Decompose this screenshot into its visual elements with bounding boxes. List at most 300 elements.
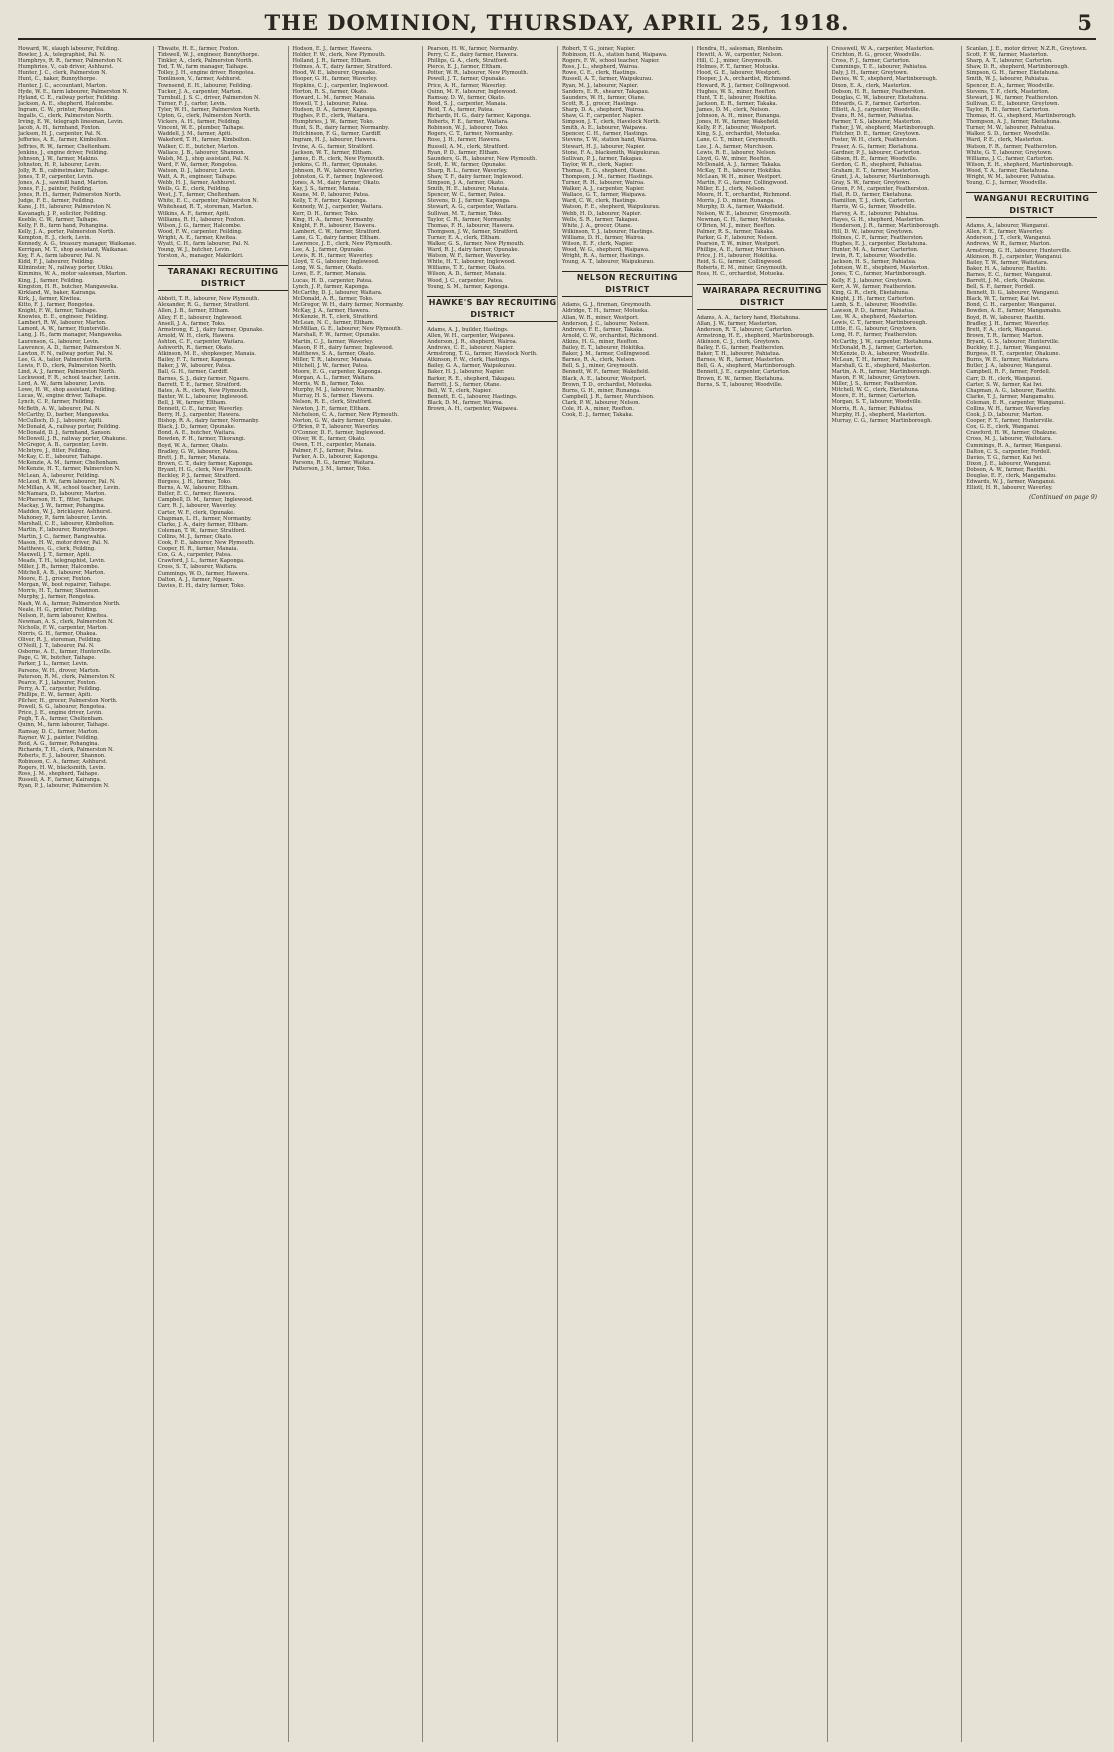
roll-entry: Atkinson, R. J., carpenter, Wanganui. bbox=[966, 253, 1063, 260]
roll-entry: Lambert, R. W., labourer, Marton. bbox=[18, 320, 107, 327]
roll-entry: Kirkland, W., baker, Kairanga. bbox=[18, 289, 97, 296]
roll-entry: Perry, C. E., dairy farmer, Hawera. bbox=[427, 52, 519, 59]
roll-entry: McKay, C. E., labourer, Taihape. bbox=[18, 454, 103, 461]
roll-entry: McPherson, H. T., fitter, Taihape. bbox=[18, 496, 105, 503]
roll-entry: Reed, S. J., carpenter, Manaia. bbox=[427, 100, 508, 107]
roll-entry: Davies, T. G., farmer, Kai Iwi. bbox=[966, 454, 1043, 461]
roll-entry: Cummings, W. D., farmer, Hawera. bbox=[157, 570, 249, 577]
roll-entry: Lamb, S. E., labourer, Woodville. bbox=[831, 301, 918, 308]
roll-entry: Meads, T. H., telegraphist, Levin. bbox=[18, 557, 106, 564]
roll-entry: Grant, J. A., labourer, Martinborough. bbox=[831, 173, 931, 180]
roll-entry: Clark, P. W., labourer, Nelson. bbox=[562, 399, 641, 406]
district-heading: HAWKE'S BAY RECRUITING DISTRICT bbox=[427, 296, 558, 322]
roll-entry: Bell, J. W., farmer, Eltham. bbox=[157, 399, 227, 406]
roll-entry: Irvine, A. G., farmer, Stratford. bbox=[292, 143, 374, 150]
roll-entry: Baker, J. W., labourer, Patea. bbox=[157, 363, 232, 370]
roll-entry: Black, J. D., farmer, Opunake. bbox=[157, 424, 236, 431]
roll-entry: Upton, G., clerk, Palmerston North. bbox=[157, 113, 252, 120]
roll-entry: Wright, A. E., farmer, Kiwitea. bbox=[157, 234, 238, 241]
roll-entry: Walker, A. J., carpenter, Napier. bbox=[562, 186, 645, 193]
roll-entry: Armstrong, H. E., shepherd, Martinborough. bbox=[696, 332, 815, 339]
roll-entry: Jones, T. P., carpenter, Levin. bbox=[18, 173, 94, 180]
roll-entry: Jones, R. H., farmer, Palmerston North. bbox=[18, 192, 122, 199]
roll-entry: Potter, W. R., labourer, New Plymouth. bbox=[427, 70, 529, 77]
roll-entry: Edwards, W. J., farmer, Wanganui. bbox=[966, 479, 1056, 486]
roll-entry: Hunter, J. C., clerk, Palmerston N. bbox=[18, 70, 108, 77]
masthead-title: THE DOMINION, THURSDAY, APRIL 25, 1918. bbox=[264, 10, 850, 35]
roll-entry: Newton, J. F., farmer, Eltham. bbox=[292, 405, 371, 412]
roll-entry: Arnold, W. H., clerk, Hawera. bbox=[157, 332, 235, 339]
roll-entry: McDonald, R. J., farmer, Carterton. bbox=[831, 344, 924, 351]
roll-entry: Ramsay, D. C., farmer, Marton. bbox=[18, 728, 100, 735]
roll-entry: Elliott, A. J., carpenter, Woodville. bbox=[831, 106, 921, 113]
roll-entry: Moore, E. G., carpenter, Kaponga. bbox=[292, 368, 383, 375]
roll-entry: Matthews, S. A., farmer, Okato. bbox=[292, 350, 376, 357]
roll-entry: Howard, R. J., farmer, Collingwood. bbox=[696, 82, 790, 89]
roll-entry: Lucas, W., engine driver, Taihape. bbox=[18, 393, 107, 400]
roll-entry: Kelly, P. F., labourer, Westport. bbox=[696, 125, 777, 132]
roll-entry: Barrett, J. S., farmer, Otane. bbox=[427, 381, 502, 388]
roll-entry: Davies, W. T., shepherd, Martinborough. bbox=[831, 76, 938, 83]
roll-entry: Price, J. E., engine driver, Levin. bbox=[18, 710, 103, 717]
roll-entry: Carter, S. W., farmer, Kai Iwi. bbox=[966, 381, 1043, 388]
roll-entry: Laurenson, G., labourer, Levin. bbox=[18, 338, 100, 345]
roll-entry: Hooper, G. H., farmer, Waverley. bbox=[292, 76, 378, 83]
roll-entry: McGregor, W. H., dairy farmer, Normanby. bbox=[292, 301, 404, 308]
roll-entry: Hooper, J. A., orchardist, Richmond. bbox=[696, 76, 792, 83]
roll-entry: Ross, J. L., shepherd, Wairoa. bbox=[562, 64, 639, 71]
roll-entry: Spencer, C. H., farmer, Hastings. bbox=[562, 131, 649, 138]
roll-entry: Rowe, C. E., clerk, Hastings. bbox=[562, 70, 638, 77]
roll-entry: Oliver, W. E., farmer, Okato. bbox=[292, 436, 366, 442]
roll-entry: Stewart, J. W., farmer, Featherston. bbox=[966, 94, 1059, 101]
roll-entry: Ashworth, R., farmer, Okato. bbox=[157, 345, 234, 352]
roll-entry: Ingram, C. W., printer, Rongotea. bbox=[18, 106, 105, 113]
roll-entry: Rogers, F. W., school teacher, Napier. bbox=[562, 58, 660, 65]
roll-entry: Lord, A. W., farm labourer, Levin. bbox=[18, 381, 106, 388]
roll-entry: Spencer, W. C., farmer, Patea. bbox=[427, 192, 506, 199]
roll-entry: Bennett, J. E., carpenter, Carterton. bbox=[696, 369, 791, 376]
roll-entry: Armstrong, E. J., dairy farmer, Opunake. bbox=[157, 326, 264, 333]
roll-entry: Bell, S. F., farmer, Fordell. bbox=[966, 284, 1036, 291]
roll-entry: Barnes, E. C., farmer, Wanganui. bbox=[966, 271, 1053, 278]
roll-entry: Jackson, E. R., farmer, Takaka. bbox=[696, 100, 778, 107]
roll-entry: Atkinson, C. J., clerk, Greytown. bbox=[696, 338, 781, 345]
roll-entry: Ryan, M. J., labourer, Napier. bbox=[562, 82, 639, 89]
roll-entry: Irving, E. W., telegraph linesman, Levin. bbox=[18, 119, 124, 126]
roll-entry: Alley, F. E., labourer, Inglewood. bbox=[157, 314, 243, 321]
roll-entry: Vincent, W. E., plumber, Taihape. bbox=[157, 125, 245, 132]
roll-entry: Dixon, E. A., clerk, Masterton. bbox=[831, 82, 912, 89]
page-number: 5 bbox=[1077, 10, 1092, 35]
roll-entry: Kennedy, W. J., carpenter, Waitara. bbox=[292, 204, 383, 211]
district-heading: NELSON RECRUITING DISTRICT bbox=[562, 271, 693, 297]
roll-entry: Jackson, A. E., shepherd, Halcombe. bbox=[18, 100, 114, 107]
roll-entry: Henderson, J. R., farmer, Martinborough. bbox=[831, 222, 940, 229]
roll-entry: Humphries, J. W., farmer, Toko. bbox=[292, 119, 375, 126]
roll-entry: Taylor, R. H., farmer, Carterton. bbox=[966, 106, 1051, 113]
roll-entry: Collins, W. H., farmer, Waverley. bbox=[966, 405, 1051, 412]
roll-entry: Lawton, F. N., railway porter, Pal. N. bbox=[18, 350, 114, 357]
roll-entry: Marshall, F. W., farmer, Opunake. bbox=[292, 332, 381, 339]
roll-entry: Brett, J. R., farmer, Manaia. bbox=[157, 454, 231, 461]
roll-entry: Crichton, R. G., grocer, Woodville. bbox=[831, 52, 922, 59]
roll-entry: Paterson, R. M., clerk, Palmerston N. bbox=[18, 673, 116, 680]
roll-entry: Cook, E. J., farmer, Takaka. bbox=[562, 412, 634, 419]
roll-entry: Brown, A. H., carpenter, Waipawa. bbox=[427, 405, 519, 412]
roll-entry: Humphries, V., cab driver, Ashhurst. bbox=[18, 64, 114, 71]
roll-entry: Bailey, E. T., labourer, Hokitika. bbox=[562, 345, 645, 352]
roll-entry: Palmer, R. S., farmer, Takaka. bbox=[696, 228, 775, 235]
roll-entry: Thomas, F. H., labourer, Hawera. bbox=[427, 222, 515, 229]
roll-entry: Ryan, P. J., labourer, Palmerston N. bbox=[18, 783, 110, 790]
roll-entry: Allen, J. B., farmer, Eltham. bbox=[157, 308, 230, 315]
roll-entry: Walsh, M. J., shop assistant, Pal. N. bbox=[157, 155, 250, 162]
roll-entry: Sullivan, M. T., farmer, Toko. bbox=[427, 210, 503, 217]
roll-entry: Phillips, A. E., farmer, Murchison. bbox=[696, 247, 786, 254]
roll-entry: Richards, T. H., clerk, Palmerston N. bbox=[18, 746, 114, 753]
roll-entry: Hill, D. W., labourer, Greytown. bbox=[831, 228, 914, 235]
roll-entry: Stone, F. A., blacksmith, Waipukurau. bbox=[562, 149, 661, 156]
roll-entry: Key, F. A., farm labourer, Pal. N. bbox=[18, 253, 102, 260]
roll-entry: Black, W. T., farmer, Kai Iwi. bbox=[966, 296, 1041, 303]
roll-entry: King, G. R., clerk, Eketahuna. bbox=[831, 289, 910, 296]
roll-entry: Watson, F. R., farmer, Featherston. bbox=[966, 143, 1058, 150]
roll-entry: Judge, F. E., farmer, Feilding. bbox=[18, 198, 95, 205]
roll-entry: Kerrigan, M. T., shop assistant, Waikanae. bbox=[18, 247, 129, 254]
roll-entry: Morgan, A. L., farmer, Waitara. bbox=[292, 375, 375, 382]
roll-entry: Turner, R. H., labourer, Wairoa. bbox=[562, 180, 645, 187]
masthead bbox=[18, 8, 1096, 40]
roll-entry: Foster, W. H., clerk, Featherston. bbox=[831, 137, 919, 144]
roll-entry: Wilson, A. D., farmer, Manaia. bbox=[427, 271, 507, 278]
roll-entry: Martin, J. C., farmer, Rangiwahia. bbox=[18, 533, 107, 540]
roll-entry: Cross, M. J., labourer, Waitotara. bbox=[966, 436, 1053, 443]
roll-entry: Ward, P. E., clerk, Masterton. bbox=[966, 137, 1044, 144]
roll-entry: Kempton, E. J., clerk, Levin. bbox=[18, 234, 92, 241]
roll-entry: Wallace, G. T., farmer, Waipawa. bbox=[562, 192, 647, 199]
roll-entry: Thwaite, H. E., farmer, Foxton. bbox=[157, 46, 240, 52]
roll-entry: Taylor, C. R., farmer, Normanby. bbox=[427, 216, 512, 223]
roll-entry: Farmer, T. S., labourer, Masterton. bbox=[831, 119, 923, 126]
roll-entry: Bond, C. H., carpenter, Wanganui. bbox=[966, 302, 1056, 309]
roll-entry: Daly, J. H., farmer, Greytown. bbox=[831, 70, 909, 77]
newspaper-column bbox=[557, 46, 693, 1742]
roll-entry: Hutchinson, F. G., farmer, Cardiff. bbox=[292, 131, 382, 138]
roll-entry: Hewitt, A. W., carpenter, Nelson. bbox=[696, 52, 783, 59]
roll-entry: Pearson, H. W., farmer, Normanby. bbox=[427, 46, 519, 52]
roll-entry: Price, A. H., farmer, Waverley. bbox=[427, 82, 507, 89]
roll-entry: Wilson, E. H., shepherd, Martinborough. bbox=[966, 161, 1074, 168]
roll-entry: Johnson, A. H., miner, Runanga. bbox=[696, 113, 781, 120]
roll-entry: Matthews, G., clerk, Feilding. bbox=[18, 545, 96, 552]
roll-entry: Burns, W. E., farmer, Waitotara. bbox=[966, 357, 1050, 364]
roll-entry: Kingston, H. R., butcher, Mangaweka. bbox=[18, 283, 119, 290]
roll-entry: Cummings, R. A., farmer, Wanganui. bbox=[966, 442, 1062, 449]
roll-entry: Bradley, J. H., farmer, Waverley. bbox=[966, 320, 1050, 327]
roll-entry: White, H. T., labourer, Inglewood. bbox=[427, 259, 516, 266]
roll-entry: Hudson, D. A., farmer, Kaponga. bbox=[292, 106, 378, 113]
roll-entry: O'Neill, J. T., labourer, Pal. N. bbox=[18, 643, 95, 650]
roll-entry: Nicholson, C. A., farmer, New Plymouth. bbox=[292, 411, 399, 418]
roll-entry: Miller, J. R., farmer, Halcombe. bbox=[18, 563, 100, 570]
roll-entry: Roberts, F. E., farmer, Waitara. bbox=[427, 119, 509, 126]
roll-entry: Robinson, W. J., labourer, Toko. bbox=[427, 125, 509, 132]
roll-entry: Turner, M. W., labourer, Pahiatua. bbox=[966, 125, 1056, 132]
roll-entry: Bryant, G. S., labourer, Hunterville. bbox=[966, 338, 1060, 345]
roll-entry: Spencer, E. A., farmer, Woodville. bbox=[966, 82, 1055, 89]
roll-entry: Mitchell, A. B., labourer, Marton. bbox=[18, 570, 106, 577]
roll-entry: Tucker, J. A., carpenter, Marton. bbox=[157, 88, 243, 95]
roll-entry: Wells, S. R., farmer, Takapau. bbox=[562, 216, 640, 223]
roll-entry: Alexander, R. G., farmer, Stratford. bbox=[157, 302, 250, 309]
roll-entry: Hood, W. E., labourer, Opunake. bbox=[292, 70, 377, 77]
roll-entry: Lane, G. T., dairy farmer, Eltham. bbox=[292, 234, 380, 241]
roll-entry: Perry, A. T., carpenter, Feilding. bbox=[18, 685, 102, 692]
roll-entry: Adams, G. J., fireman, Greymouth. bbox=[562, 302, 652, 309]
roll-entry: McKenzie, R. T., clerk, Stratford. bbox=[292, 314, 379, 321]
roll-entry: Marshall, G. E., shepherd, Masterton. bbox=[831, 362, 931, 369]
roll-entry: Armstrong, G. H., labourer, Hunterville. bbox=[966, 247, 1072, 254]
roll-entry: Howard, W., slaugh labourer, Feilding. bbox=[18, 46, 120, 52]
roll-entry: Tyler, W. H., farmer, Palmerston North. bbox=[157, 106, 261, 113]
roll-entry: Newman, A. S., clerk, Palmerston N. bbox=[18, 618, 114, 625]
roll-entry: Barker, R. E., shepherd, Takapau. bbox=[427, 375, 516, 382]
roll-entry: White, G. T., labourer, Greytown. bbox=[966, 149, 1053, 156]
roll-entry: Knight, F. W., farmer, Taihape. bbox=[18, 308, 98, 315]
roll-entry: Bryant, H. G., clerk, New Plymouth. bbox=[157, 466, 253, 473]
roll-entry: Cooper, H. R., farmer, Manaia. bbox=[157, 546, 239, 553]
roll-entry: Watt, A. R., engineer, Taihape. bbox=[157, 173, 238, 180]
roll-entry: Miller, T. R., labourer, Manaia. bbox=[292, 356, 373, 363]
roll-entry: Thompson, A. J., farmer, Eketahuna. bbox=[966, 119, 1062, 126]
roll-entry: Williams, J. C., farmer, Carterton. bbox=[966, 155, 1054, 162]
roll-entry: Boyd, W. A., farmer, Okato. bbox=[157, 442, 229, 449]
roll-entry: McDowell, J. R., railway porter, Ohakune. bbox=[18, 436, 127, 442]
roll-entry: Tomlinson, V., farmer, Ashhurst. bbox=[157, 76, 242, 83]
roll-entry: Ryan, P. D., farmer, Eltham. bbox=[427, 149, 500, 156]
roll-entry: Jenkins, J., engine driver, Feilding. bbox=[18, 149, 109, 156]
newspaper-column bbox=[827, 46, 963, 1742]
roll-entry: Cook, J. D., labourer, Marton. bbox=[966, 412, 1044, 419]
roll-entry: McCarthy, D. J., labourer, Waitara. bbox=[292, 289, 383, 296]
roll-entry: Saunders, W. H., farmer, Otane. bbox=[562, 94, 646, 101]
roll-entry: Scanlan, J. E., motor driver, N.Z.R., Greytown. bbox=[966, 46, 1088, 52]
roll-entry: Cooper, F. T., farmer, Hunterville. bbox=[966, 418, 1054, 425]
roll-entry: Fraser, A. G., farmer, Eketahuna. bbox=[831, 143, 919, 150]
roll-entry: Nelson, P., farm labourer, Kiwitea. bbox=[18, 612, 108, 619]
roll-entry: Atkinson, M. E., shopkeeper, Manaia. bbox=[157, 351, 256, 358]
roll-entry: Baker, H. A., labourer, Raetihi. bbox=[966, 265, 1047, 272]
roll-entry: O'Brien, M. J., miner, Reefton. bbox=[696, 222, 776, 229]
roll-entry: Buckley, E. J., farmer, Wanganui. bbox=[966, 345, 1052, 352]
roll-entry: Dixon, J. E., labourer, Wanganui. bbox=[966, 460, 1052, 467]
roll-entry: Buckley, P. J., farmer, Stratford. bbox=[157, 473, 241, 479]
newspaper-column bbox=[288, 46, 424, 1742]
roll-entry: Baker, T. H., labourer, Pahiatua. bbox=[696, 351, 781, 358]
roll-entry: Smith, H. E., labourer, Manaia. bbox=[427, 186, 510, 193]
roll-entry: Ingalls, C., clerk, Palmerston North. bbox=[18, 113, 113, 120]
roll-entry: Lucas, H. D., carpenter, Patea. bbox=[292, 277, 373, 284]
roll-entry: Burns, S. T., labourer, Woodville. bbox=[696, 381, 783, 388]
roll-entry: Burns, G. H., miner, Runanga. bbox=[562, 387, 641, 394]
roll-entry: Lynch, J. P., farmer, Kaponga. bbox=[292, 283, 370, 290]
roll-entry: Cresswell, W. A., carpenter, Masterton. bbox=[831, 46, 935, 52]
roll-entry: Nash, W. A., farmer, Palmerston North. bbox=[18, 600, 121, 607]
roll-entry: Wallace, J. B., labourer, Shannon. bbox=[157, 149, 246, 156]
roll-entry: Stewart, A. G., carpenter, Waitara. bbox=[427, 204, 518, 211]
roll-entry: Turnbull, J. S. C., driver, Palmerston N. bbox=[157, 94, 260, 101]
roll-entry: Parker, G. F., labourer, Nelson. bbox=[696, 234, 778, 241]
roll-entry: Saunders, G. R., labourer, New Plymouth. bbox=[427, 155, 538, 162]
roll-entry: Douglas, E. F., clerk, Mangamahu. bbox=[966, 473, 1057, 479]
roll-entry: Hopkins, C. J., carpenter, Inglewood. bbox=[292, 82, 389, 89]
roll-entry: McBeth, A. W., labourer, Pal. N. bbox=[18, 405, 101, 412]
roll-entry: McCulloch, D. J., labourer, Apiti. bbox=[18, 417, 103, 424]
roll-entry: Sharp, D. A., shepherd, Wairoa. bbox=[562, 106, 645, 113]
roll-entry: Carr, D. H., clerk, Wanganui. bbox=[966, 375, 1043, 382]
roll-entry: Johnston, H. P., labourer, Levin. bbox=[18, 161, 101, 168]
roll-entry: Thompson, J. W., farmer, Stratford. bbox=[427, 228, 519, 235]
roll-entry: Hendra, H., salesman, Blenheim. bbox=[696, 46, 784, 52]
roll-entry: Walker, S. D., farmer, Woodville. bbox=[966, 131, 1051, 138]
roll-entry: Hood, G. E., labourer, Westport. bbox=[696, 70, 781, 77]
roll-entry: Bowler, J. A., telegraphist, Pal. N. bbox=[18, 52, 106, 59]
roll-entry: McKenzie, D. A., labourer, Woodville. bbox=[831, 350, 930, 357]
roll-entry: Elliott, H. R., labourer, Waverley. bbox=[966, 485, 1053, 492]
roll-entry: Bennett, E. C., labourer, Hastings. bbox=[427, 393, 518, 400]
roll-entry: Thomas, H. G., shepherd, Martinborough. bbox=[966, 113, 1077, 120]
roll-entry: Keeble, C. W., farmer, Taihape. bbox=[18, 216, 99, 223]
roll-entry: Wyatt, C. H., farm labourer, Pal. N. bbox=[157, 241, 250, 247]
roll-entry: Phillips, G. A., clerk, Stratford. bbox=[427, 58, 509, 65]
roll-entry: Lang, J. H., farm manager, Mangaweka. bbox=[18, 332, 123, 339]
roll-entry: Hamilton, T. J., clerk, Carterton. bbox=[831, 198, 916, 205]
roll-entry: Lee, W. A., shepherd, Masterton. bbox=[831, 314, 918, 321]
roll-entry: Brown, C. T., dairy farmer, Kaponga. bbox=[157, 460, 254, 467]
roll-entry: McCarthy, J. W., carpenter, Eketahuna. bbox=[831, 338, 934, 345]
roll-entry: Powell, J. T., farmer, Opunake. bbox=[427, 76, 507, 83]
roll-entry: Kelly, F. B., farm hand, Pohangina. bbox=[18, 222, 109, 229]
roll-entry: James, E. R., clerk, New Plymouth. bbox=[292, 155, 385, 162]
roll-entry: Abbott, T. R., labourer, New Plymouth. bbox=[157, 296, 260, 303]
roll-entry: Turner, E. A., clerk, Eltham. bbox=[427, 234, 502, 241]
roll-entry: McIntyre, J., fitter, Feilding. bbox=[18, 448, 91, 455]
roll-entry: Jones, H. W., farmer, Wakefield. bbox=[696, 119, 780, 126]
roll-entry: Lawrence, J. E., clerk, New Plymouth. bbox=[292, 241, 393, 247]
roll-entry: Andrews, W. R., farmer, Marton. bbox=[966, 241, 1051, 248]
roll-entry: Young, A. T., labourer, Waipukurau. bbox=[562, 259, 655, 266]
roll-entry: Holmes, F. T., farmer, Motueka. bbox=[696, 64, 780, 71]
roll-entry: Hall, R. D., farmer, Eketahuna. bbox=[831, 192, 913, 199]
roll-entry: Rogers, H. W., blacksmith, Levin. bbox=[18, 765, 106, 772]
roll-entry: Barnes, R. A., clerk, Nelson. bbox=[562, 357, 637, 364]
roll-entry: Morris, R. A., farmer, Pahiatua. bbox=[831, 405, 914, 412]
roll-entry: Bowden, A. E., farmer, Mangamahu. bbox=[966, 308, 1062, 315]
roll-entry: Wood, W. G., shepherd, Waipawa. bbox=[562, 247, 650, 254]
roll-entry: Edwards, G. F., farmer, Carterton. bbox=[831, 100, 921, 107]
roll-entry: Powell, S. G., labourer, Rongotea. bbox=[18, 704, 107, 711]
roll-entry: Parsons, W. H., drover, Marton. bbox=[18, 667, 101, 674]
roll-entry: Kelly, F. J., labourer, Greytown. bbox=[831, 277, 913, 284]
roll-entry: Robinson, C. A., farmer, Ashhurst. bbox=[18, 758, 108, 765]
roll-entry: Hunt, C., baker, Bunnythorpe. bbox=[18, 76, 97, 83]
roll-entry: Morris, J. D., miner, Runanga. bbox=[696, 198, 775, 205]
roll-entry: Lawson, P. D., farmer, Pahiatua. bbox=[831, 308, 915, 315]
roll-entry: Kelly, T. F., farmer, Kaponga. bbox=[292, 198, 368, 205]
district-heading: WANGANUI RECRUITING DISTRICT bbox=[966, 192, 1097, 218]
roll-entry: Pearce, F. J., labourer, Foxton. bbox=[18, 679, 97, 686]
roll-entry: Atkinson, F. W., clerk, Hastings. bbox=[427, 357, 511, 364]
roll-entry: White, J. A., grocer, Otane. bbox=[562, 222, 633, 229]
roll-entry: Tod, T. W., farm manager, Taihape. bbox=[157, 64, 249, 71]
roll-entry: Pugh, T. A., farmer, Cheltenham. bbox=[18, 716, 104, 723]
roll-entry: O'Brien, P. T., labourer, Waverley. bbox=[292, 423, 380, 430]
roll-entry: McKay, T. R., labourer, Hokitika. bbox=[696, 167, 782, 174]
roll-entry: Lamont, A. W., farmer, Hunterville. bbox=[18, 326, 110, 333]
roll-entry: Morris, W. B., farmer, Toko. bbox=[292, 381, 365, 388]
roll-entry: Clarke, T. J., farmer, Mangamahu. bbox=[966, 393, 1055, 400]
roll-entry: Cross, S. T., labourer, Waitara. bbox=[157, 564, 238, 571]
roll-entry: Adams, A. A., factory hand, Eketahuna. bbox=[696, 314, 801, 321]
roll-entry: Lee, J. A., farmer, Murchison. bbox=[696, 143, 774, 150]
roll-entry: Turner, F. J., carter, Levin. bbox=[157, 100, 227, 107]
roll-entry: Parsons, R. G., farmer, Waitara. bbox=[292, 460, 376, 467]
roll-entry: Moore, E. J., grocer, Foxton. bbox=[18, 576, 92, 583]
roll-entry: Campbell, R. F., farmer, Fordell. bbox=[966, 369, 1051, 376]
roll-entry: Lawrence, A. D., farmer, Palmerston N. bbox=[18, 344, 121, 351]
roll-entry: Kane, J. H., labourer, Palmerston N. bbox=[18, 204, 112, 211]
roll-entry: Hughes, E. J., carpenter, Eketahuna. bbox=[831, 241, 928, 247]
roll-entry: Kerr, A. W., farmer, Featherston. bbox=[831, 283, 917, 290]
roll-entry: Black, D. M., farmer, Wairoa. bbox=[427, 399, 504, 406]
roll-entry: Brown, E. W., farmer, Eketahuna. bbox=[696, 375, 785, 382]
roll-entry: Hunter, J. C., accountant, Marton. bbox=[18, 82, 107, 89]
roll-entry: Gray, S. W., farmer, Greytown. bbox=[831, 180, 911, 187]
roll-entry: Bailey, G. A., farmer, Waipukurau. bbox=[427, 363, 517, 370]
roll-entry: Kimmins, W. A., motor salesman, Marton. bbox=[18, 271, 128, 278]
roll-entry: Crawford, J. L., farmer, Kaponga. bbox=[157, 558, 245, 565]
roll-entry: Mitchell, J. W., farmer, Patea. bbox=[292, 362, 369, 369]
roll-entry: Williams, T. E., farmer, Okato. bbox=[427, 265, 506, 272]
roll-entry: Webb, H. J., farmer, Ashhurst. bbox=[157, 180, 237, 187]
roll-entry: Carter, W. F., clerk, Opunake. bbox=[157, 509, 235, 516]
roll-entry: Young, S. M., farmer, Kaponga. bbox=[427, 283, 510, 290]
roll-entry: Hyland, C. E., railway porter, Feilding. bbox=[18, 94, 120, 101]
roll-entry: Murphy, D. A., farmer, Wakefield. bbox=[696, 204, 785, 211]
roll-entry: Johnson, W. E., shepherd, Masterton. bbox=[831, 265, 930, 272]
roll-entry: Quinn, M., farm labourer, Taihape. bbox=[18, 722, 110, 729]
roll-entry: Dobson, H. R., farmer, Featherston. bbox=[831, 88, 926, 95]
roll-entry: Webb, H. D., labourer, Napier. bbox=[562, 210, 642, 217]
roll-entry: Howard, L. M., farmer, Manaia. bbox=[292, 94, 376, 101]
roll-entry: Campbell, D. M., farmer, Inglewood. bbox=[157, 497, 254, 504]
roll-entry: McDonald, A. R., farmer, Toko. bbox=[292, 295, 374, 302]
roll-entry: Brown, T. D., orchardist, Motueka. bbox=[562, 381, 653, 388]
roll-entry: Jackson, W. T., farmer, Eltham. bbox=[292, 149, 373, 156]
roll-entry: Martin, F., labourer, Bunnythorpe. bbox=[18, 527, 109, 534]
roll-entry: West, J. T., farmer, Cheltenham. bbox=[157, 192, 241, 199]
roll-entry: Jackson, H. J., carpenter, Pal. N. bbox=[18, 131, 102, 138]
roll-entry: Lewis, R. H., farmer, Waverley. bbox=[292, 253, 374, 260]
roll-entry: Simpson, G. H., farmer, Eketahuna. bbox=[966, 70, 1060, 77]
roll-entry: Fisher, J. W., shepherd, Martinborough. bbox=[831, 125, 935, 132]
roll-entry: Crawford, H. W., farmer, Ohakune. bbox=[966, 430, 1058, 437]
roll-entry: Anderson, J. C., labourer, Nelson. bbox=[562, 320, 650, 327]
roll-entry: Martin, A. R., farmer, Martinborough. bbox=[831, 368, 932, 375]
roll-entry: Wilkinson, T. J., labourer, Hastings. bbox=[562, 228, 655, 235]
roll-entry: Lewis, C. T., farmer, Martinborough. bbox=[831, 320, 928, 327]
